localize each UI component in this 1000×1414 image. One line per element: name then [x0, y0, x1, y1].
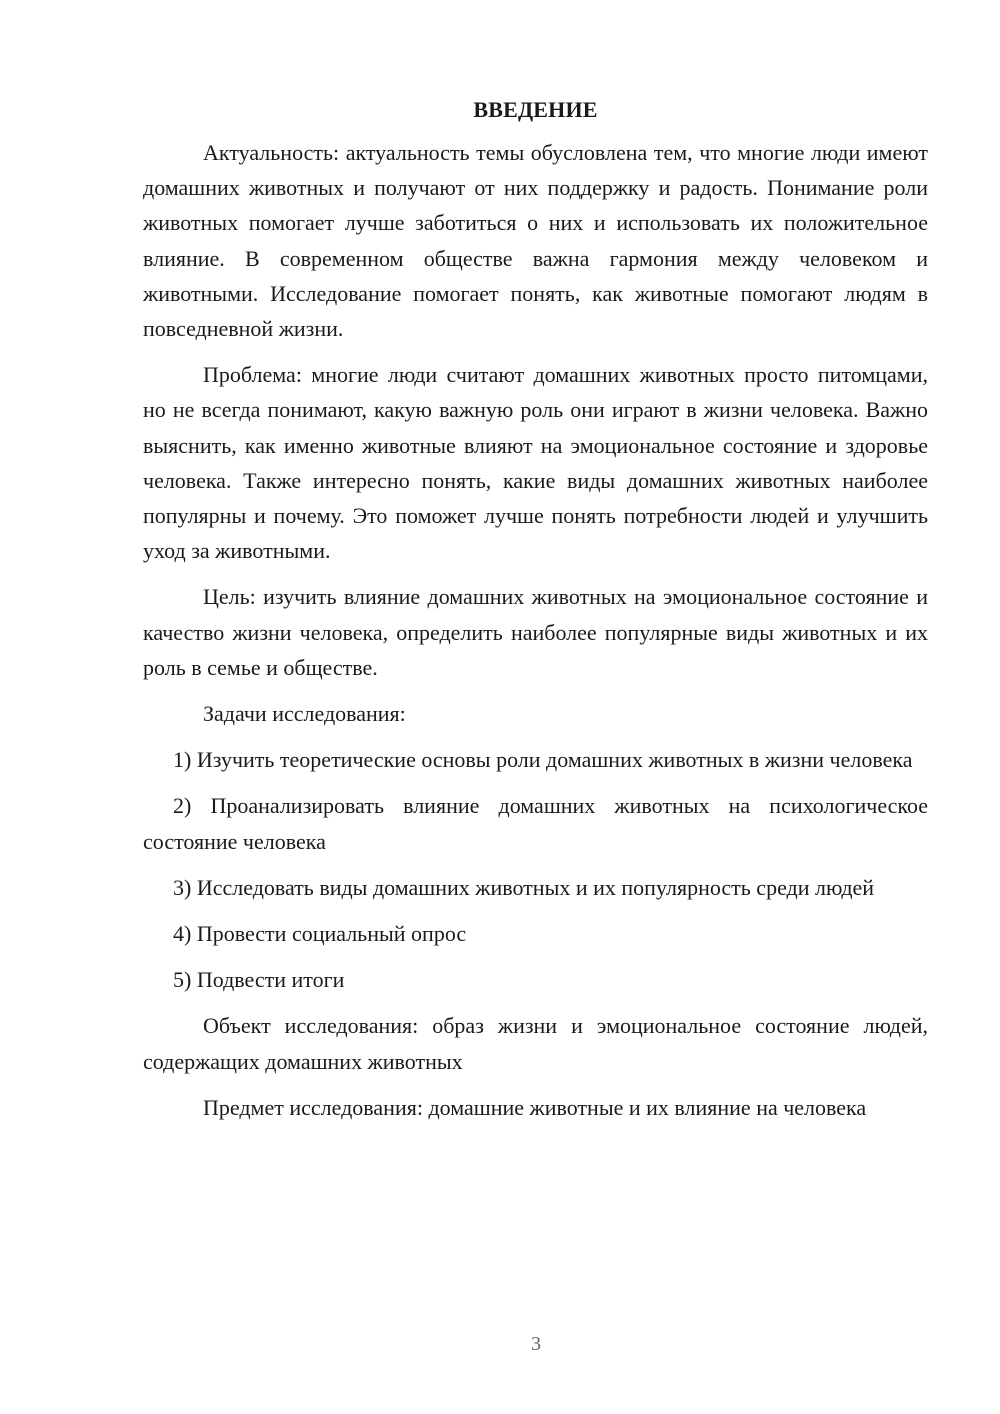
relevance-paragraph: Актуальность: актуальность темы обусловлена тем, что многие люди имеют домашних животных и получают от них поддержку и радость. Понимание роли животных помогает лучше заботиться о них и использовать их положительное влияние. В современном обществе важна гармония между человеком и животными. Исследование помогает понять, как животные помогают людям в повседневной жизни.	[143, 140, 928, 342]
task-item: 5) Подвести итоги	[173, 967, 345, 993]
section-heading: ВВЕДЕНИЕ	[473, 97, 598, 122]
page-number: 3	[531, 1333, 541, 1355]
task-item: 1) Изучить теоретические основы роли домашних животных в жизни человека	[173, 747, 913, 773]
task-item: 4) Провести социальный опрос	[173, 921, 467, 947]
goal-paragraph: Цель: изучить влияние домашних животных на эмоциональное состояние и качество жизни человека, определить наиболее популярные виды животных и их роль в семье и обществе.	[143, 584, 928, 680]
tasks-title: Задачи исследования:	[203, 701, 406, 727]
object-paragraph: Объект исследования: образ жизни и эмоциональное состояние людей, содержащих домашних животных	[143, 1013, 928, 1074]
document-page	[143, 92, 928, 1136]
task-item: 3) Исследовать виды домашних животных и их популярность среди людей	[173, 874, 875, 900]
task-item: 2) Проанализировать влияние домашних животных на психологическое состояние человека	[143, 793, 928, 854]
subject-paragraph: Предмет исследования: домашние животные и их влияние на человека	[203, 1094, 867, 1120]
problem-paragraph: Проблема: многие люди считают домашних животных просто питомцами, но не всегда понимают, какую важную роль они играют в жизни человека. Важно выяснить, как именно животные влияют на эмоциональное состояние и здоровье человека. Также интересно понять, какие виды домашних животных наиболее популярны и почему. Это поможет лучше понять потребности людей и улучшить уход за животными.	[143, 362, 928, 564]
